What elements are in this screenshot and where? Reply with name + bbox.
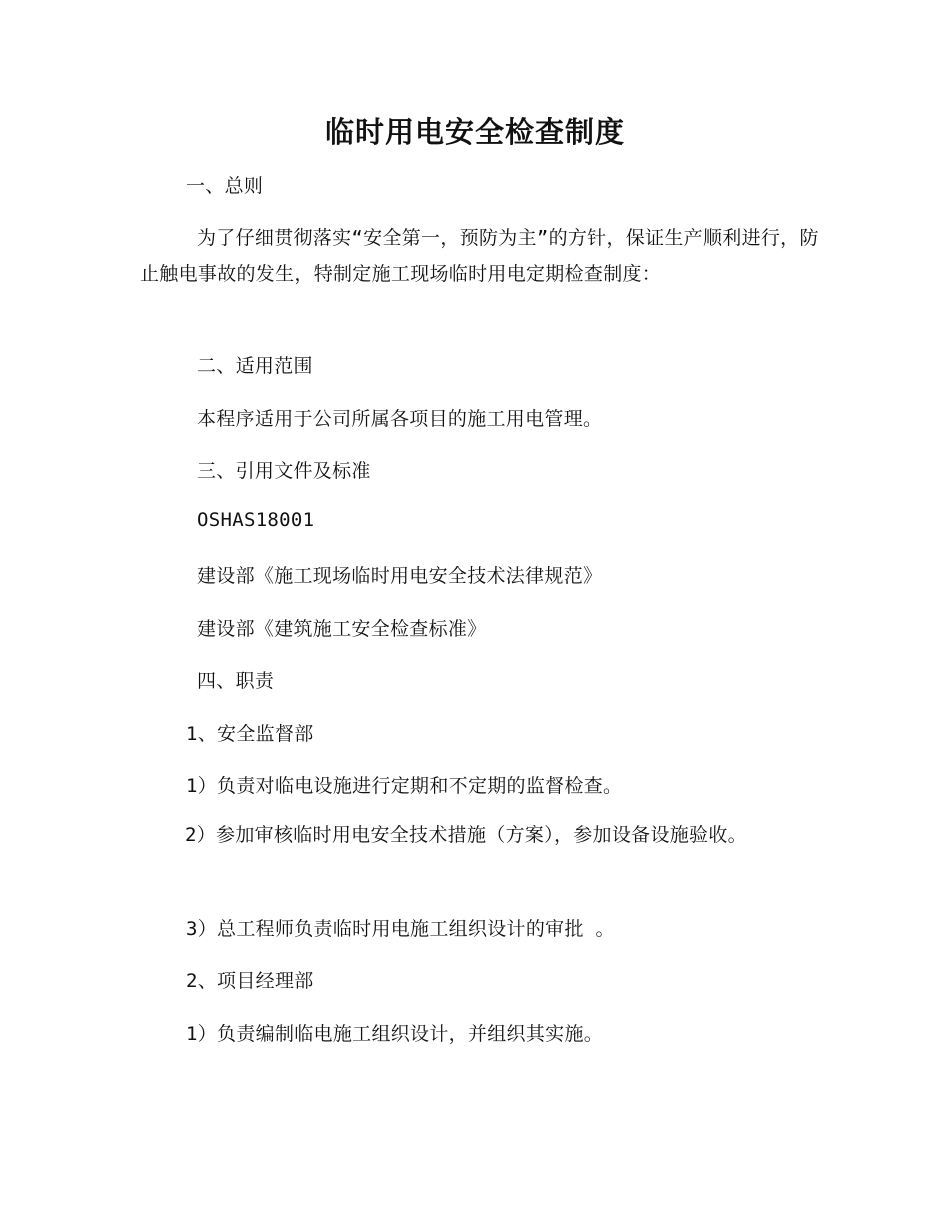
list-item: 1）负责编制临电施工组织设计，并组织其实施。 — [186, 1023, 604, 1045]
section-heading-references: 三、引用文件及标准 — [197, 460, 371, 482]
subsection-heading-safety-dept: 1、安全监督部 — [186, 723, 314, 745]
reference-item: 建设部《施工现场临时用电安全技术法律规范》 — [197, 565, 603, 587]
section-heading-scope: 二、适用范围 — [197, 355, 313, 377]
section-heading-responsibilities: 四、职责 — [197, 670, 275, 692]
list-item: 1）负责对临电设施进行定期和不定期的监督检查。 — [186, 775, 623, 797]
document-title: 临时用电安全检查制度 — [324, 115, 625, 149]
list-item: 3）总工程师负责临时用电施工组织设计的审批 。 — [186, 918, 615, 940]
section-heading-general: 一、总则 — [186, 175, 264, 197]
list-item: 2）参加审核临时用电安全技术措施（方案），参加设备设施验收。 — [185, 824, 747, 846]
reference-item: OSHAS18001 — [197, 509, 315, 531]
scope-paragraph: 本程序适用于公司所属各项目的施工用电管理。 — [197, 408, 603, 430]
general-paragraph: 为了仔细贯彻落实“安全第一，预防为主”的方针，保证生产顺利进行，防止触电事故的发生，特制定施工现场临时用电定期检查制度： — [140, 227, 819, 285]
reference-item: 建设部《建筑施工安全检查标准》 — [197, 618, 487, 640]
subsection-heading-project-dept: 2、项目经理部 — [186, 970, 314, 992]
